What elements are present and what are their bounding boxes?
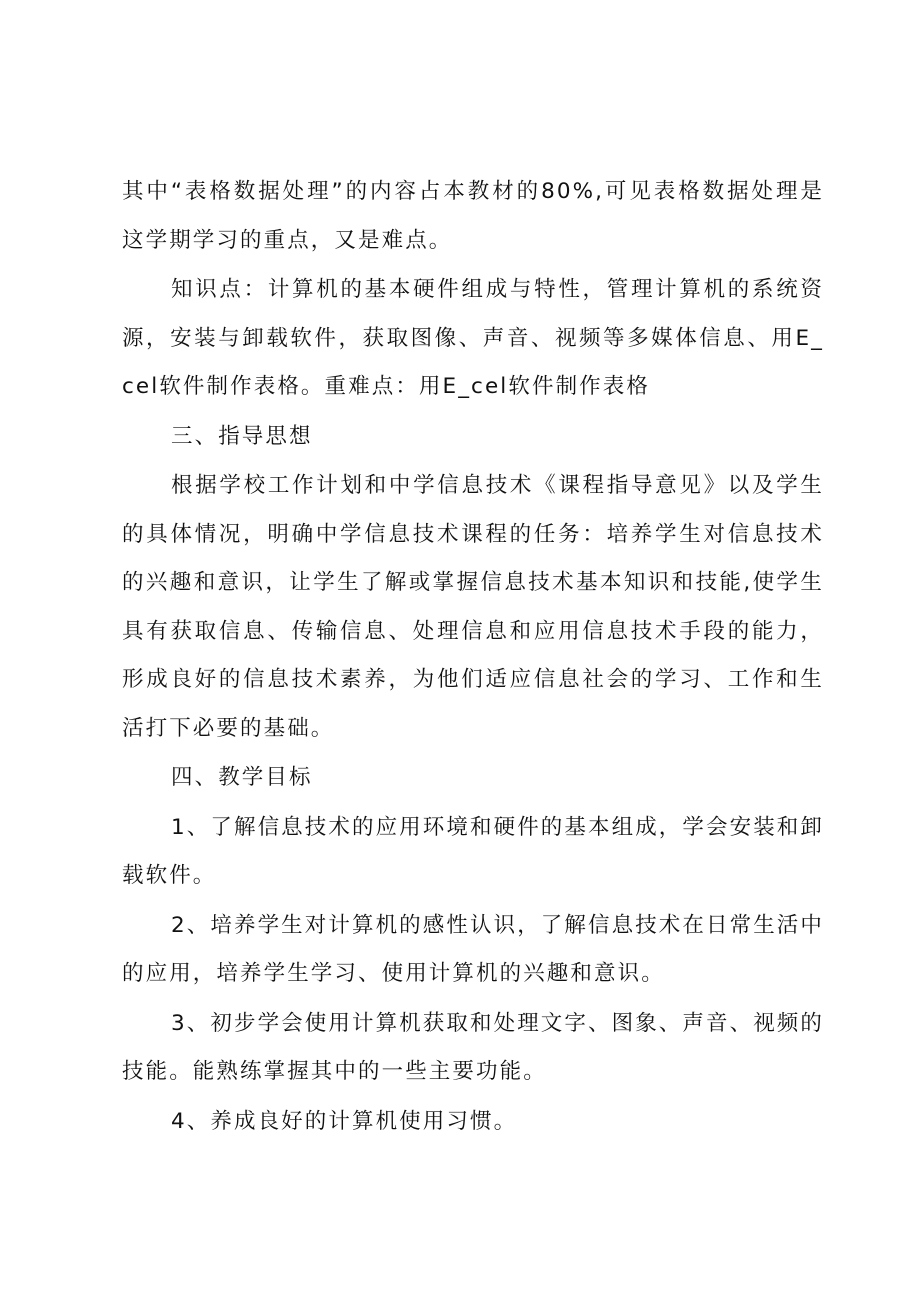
goal-item-1: 1、了解信息技术的应用环境和硬件的基本组成，学会安装和卸载软件。 [122, 814, 824, 888]
paragraph-textbook-focus: 其中“表格数据处理”的内容占本教材的80%,可见表格数据处理是这学期学习的重点，又是难点。 [122, 179, 824, 253]
goal-item-4: 4、养成良好的计算机使用习惯。 [171, 1108, 518, 1134]
goal-item-3: 3、初步学会使用计算机获取和处理文字、图象、声音、视频的技能。能熟练掌握其中的一些主要功能。 [122, 1010, 824, 1084]
document-body [122, 168, 824, 1147]
paragraph-guiding-ideology: 根据学校工作计划和中学信息技术《课程指导意见》以及学生的具体情况，明确中学信息技术课程的任务：培养学生对信息技术的兴趣和意识，让学生了解或掌握信息技术基本知识和技能,使学生具有获取信息、传输信息、处理信息和应用信息技术手段的能力，形成良好的信息技术素养，为他们适应信息社会的学习、工作和生活打下必要的基础。 [122, 473, 824, 741]
section-heading-guiding-ideology: 三、指导思想 [171, 423, 313, 449]
paragraph-knowledge-points: 知识点：计算机的基本硬件组成与特性，管理计算机的系统资源，安装与卸载软件，获取图像、声音、视频等多媒体信息、用E_cel软件制作表格。重难点：用E_cel软件制作表格 [122, 277, 824, 399]
goal-item-2: 2、培养学生对计算机的感性认识，了解信息技术在日常生活中的应用，培养学生学习、使用计算机的兴趣和意识。 [122, 912, 824, 986]
section-heading-teaching-goals: 四、教学目标 [171, 765, 313, 790]
